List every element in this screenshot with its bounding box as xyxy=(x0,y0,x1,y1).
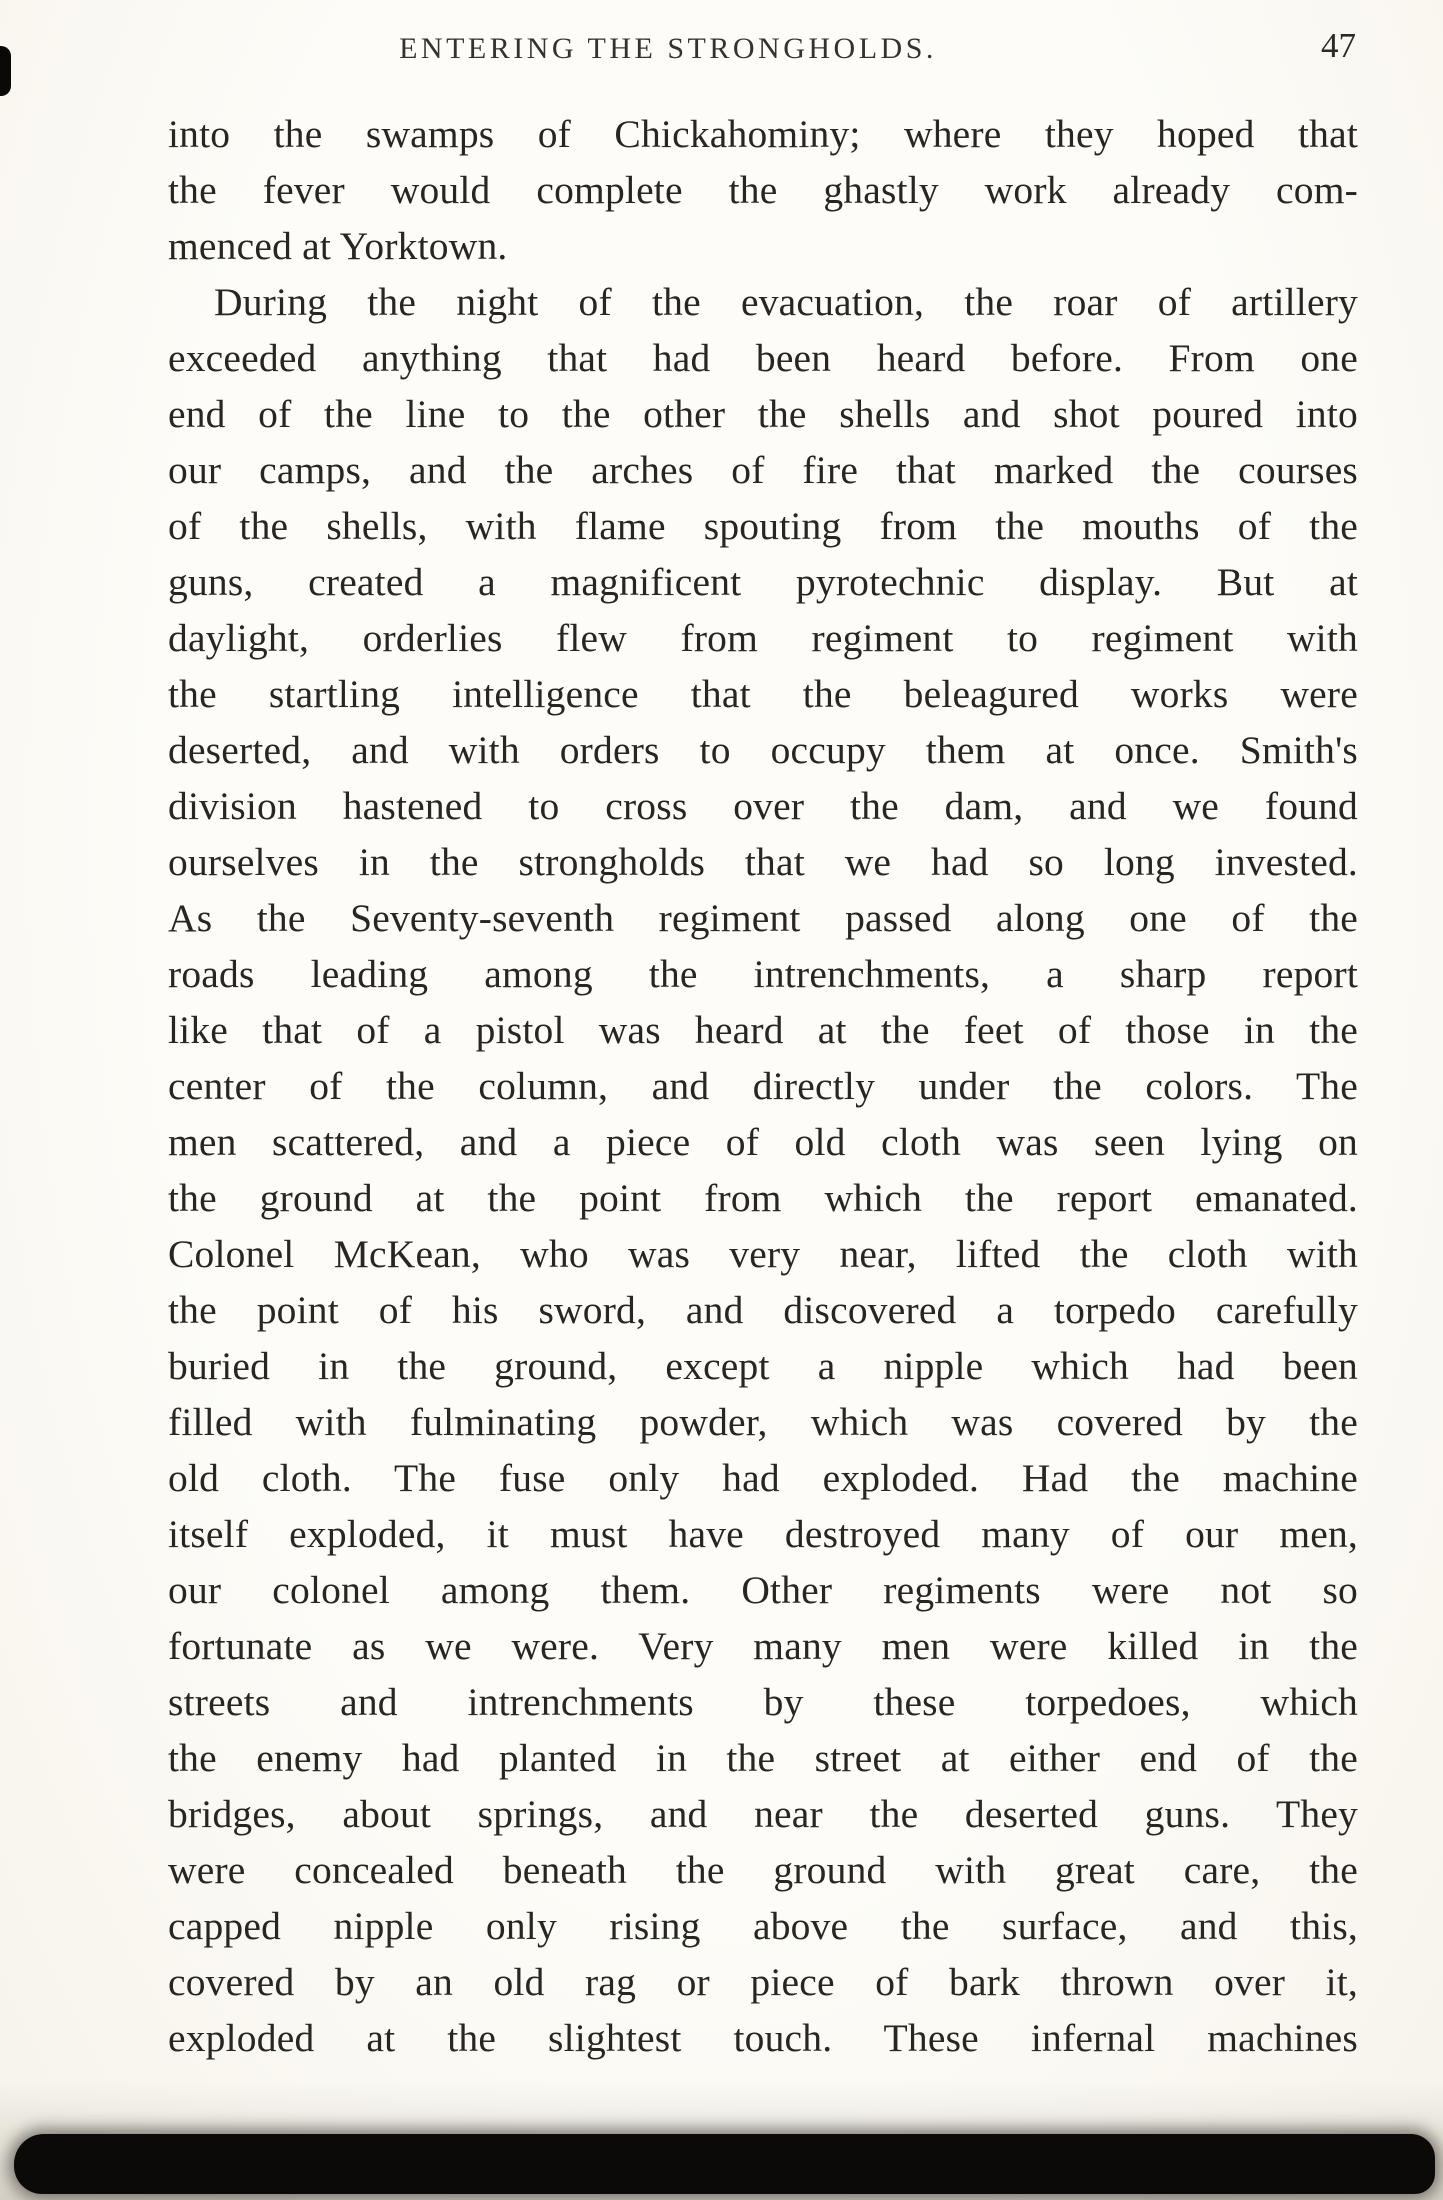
scan-artifact-left-edge xyxy=(0,46,11,96)
text-line: exploded at the slightest touch. These infernal machines xyxy=(168,2016,1358,2060)
page-number: 47 xyxy=(1321,26,1356,65)
text-line: covered by an old rag or piece of bark thrown over it, xyxy=(168,1960,1358,2004)
text-line: into the swamps of Chickahominy; where they hoped that xyxy=(168,112,1358,156)
text-line: During the night of the evacuation, the roar of artillery xyxy=(214,280,1358,324)
text-line: capped nipple only rising above the surface, and this, xyxy=(168,1904,1358,1948)
text-line: the ground at the point from which the report emanated. xyxy=(168,1176,1358,1220)
text-line: exceeded anything that had been heard before. From one xyxy=(168,336,1358,380)
text-line: fortunate as we were. Very many men were killed in the xyxy=(168,1624,1358,1668)
text-line: bridges, about springs, and near the deserted guns. They xyxy=(168,1792,1358,1836)
text-line: ourselves in the strongholds that we had so long invested. xyxy=(168,840,1358,884)
page-header xyxy=(168,26,1358,74)
text-line: Colonel McKean, who was very near, lifted the cloth with xyxy=(168,1232,1358,1276)
text-line: daylight, orderlies flew from regiment to regiment with xyxy=(168,616,1358,660)
text-line: deserted, and with orders to occupy them at once. Smith's xyxy=(168,728,1358,772)
text-line: filled with fulminating powder, which was covered by the xyxy=(168,1400,1358,1444)
text-line: men scattered, and a piece of old cloth was seen lying on xyxy=(168,1120,1358,1164)
text-line: menced at Yorktown. xyxy=(168,224,508,268)
text-line: of the shells, with flame spouting from the mouths of the xyxy=(168,504,1358,548)
text-line: itself exploded, it must have destroyed many of our men, xyxy=(168,1512,1358,1556)
text-line: the fever would complete the ghastly work already com- xyxy=(168,168,1358,212)
text-line: our colonel among them. Other regiments were not so xyxy=(168,1568,1358,1612)
text-line: the enemy had planted in the street at either end of the xyxy=(168,1736,1358,1780)
body-text xyxy=(168,106,1358,2066)
text-line: end of the line to the other the shells and shot poured into xyxy=(168,392,1358,436)
text-line: guns, created a magnificent pyrotechnic display. But at xyxy=(168,560,1358,604)
text-line: As the Seventy-seventh regiment passed along one of the xyxy=(168,896,1358,940)
text-line: roads leading among the intrenchments, a sharp report xyxy=(168,952,1358,996)
text-line: like that of a pistol was heard at the feet of those in the xyxy=(168,1008,1358,1052)
text-line: the point of his sword, and discovered a torpedo carefully xyxy=(168,1288,1358,1332)
running-title: ENTERING THE STRONGHOLDS. xyxy=(399,32,937,65)
text-line: center of the column, and directly under the colors. The xyxy=(168,1064,1358,1108)
text-line: old cloth. The fuse only had exploded. Had the machine xyxy=(168,1456,1358,1500)
text-line: our camps, and the arches of fire that marked the courses xyxy=(168,448,1358,492)
text-line: streets and intrenchments by these torpedoes, which xyxy=(168,1680,1358,1724)
text-line: buried in the ground, except a nipple which had been xyxy=(168,1344,1358,1388)
scan-artifact-bottom-edge xyxy=(14,2134,1435,2194)
text-line: were concealed beneath the ground with great care, the xyxy=(168,1848,1358,1892)
text-line: division hastened to cross over the dam, and we found xyxy=(168,784,1358,828)
text-line: the startling intelligence that the beleagured works were xyxy=(168,672,1358,716)
